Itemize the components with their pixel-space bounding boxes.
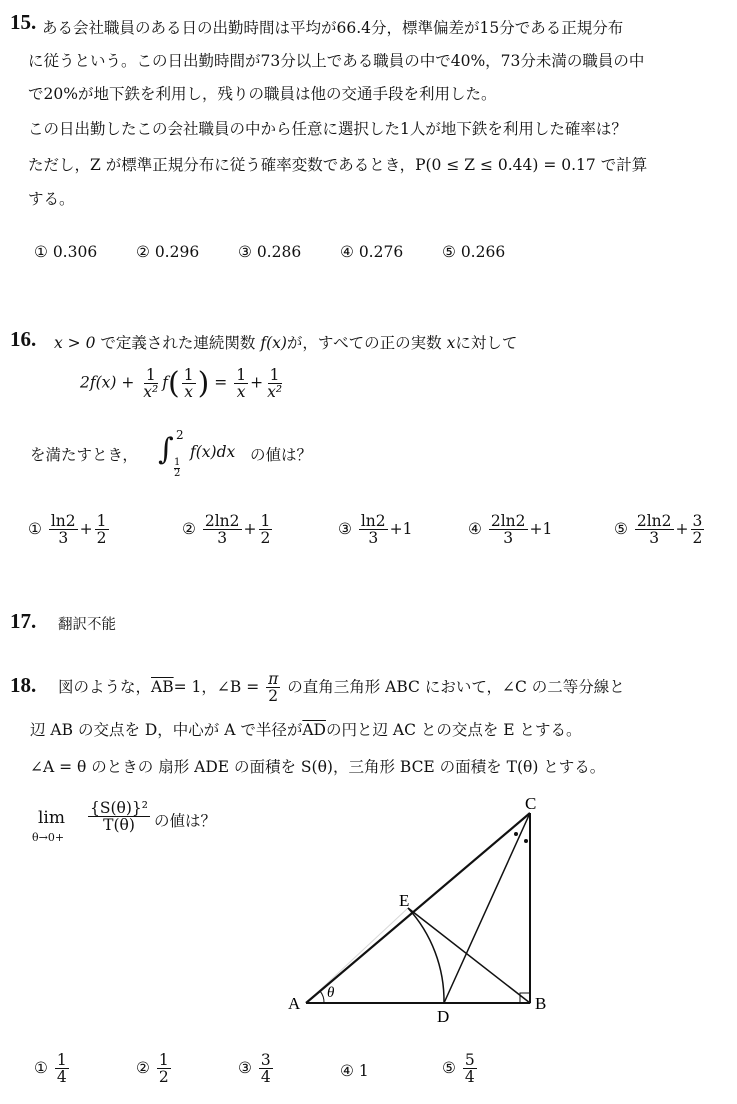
q16-int-lower: 1 2: [174, 457, 181, 479]
q15-choice-4[interactable]: ④ 0.276: [340, 243, 404, 261]
q18-lim-tail: の値は？: [154, 812, 217, 830]
q18-choice-2[interactable]: ② $\frac{1}{2}$: [136, 1051, 169, 1087]
q16-eq-left: 2f(x) +: [80, 373, 135, 392]
q16-eq-frac-1: $\frac{1}{\text{x²}}$: [143, 365, 159, 401]
label-e: E: [399, 891, 410, 910]
q15-line-4: この日出勤したこの会社職員の中から任意に選択した1人が地下鉄を利用した確率は？: [28, 120, 627, 138]
q17-text: 翻訳不能: [58, 617, 116, 633]
angle-mark-dot-icon: [524, 839, 528, 843]
q16-eq-f: f: [162, 373, 169, 392]
integral-sign-icon: ∫: [158, 432, 174, 467]
q18-segment-ab: $\overline{AB}$: [151, 677, 174, 696]
label-c: C: [525, 794, 537, 813]
q16-intro: [54, 331, 517, 353]
q16-choice-2[interactable]: ② $\frac{2\ln 2}{3}$ + $\frac{1}{2}$: [182, 512, 271, 548]
q16-eq-plus: +: [250, 373, 264, 392]
q15-choice-2[interactable]: ② 0.296: [136, 243, 200, 261]
q16-choice-4[interactable]: ④ $\frac{2\ln 2}{3}$ +1: [468, 512, 553, 548]
label-d: D: [437, 1007, 450, 1026]
q18-choice-3[interactable]: ③ $\frac{3}{4}$: [238, 1051, 271, 1087]
q16-int-upper: 2: [176, 428, 184, 442]
q15-choice-1[interactable]: ① 0.306: [34, 243, 98, 261]
q15-line-6: する。: [28, 190, 75, 208]
q18-lim: lim: [38, 808, 65, 828]
q16-choice-3[interactable]: ③ $\frac{\ln 2}{3}$ +1: [338, 512, 413, 548]
q18-lim-sub: θ→0+: [32, 831, 65, 844]
q18-limit-expression: [30, 800, 250, 850]
q18-triangle-figure: [280, 790, 560, 1030]
q16-eq-frac-2: $\frac{1}{x}$: [183, 365, 194, 401]
label-b: B: [535, 994, 547, 1013]
q18-choice-5[interactable]: ⑤ $\frac{5}{4}$: [442, 1051, 475, 1087]
q15-line-5: ただし，Z が標準正規分布に従う確率変数であるとき，P(0 ≤ Z ≤ 0.44) = 0.17 で計算: [28, 156, 648, 174]
q16-intro-text-3: に対して: [455, 334, 518, 352]
q15-number: 15.: [10, 10, 37, 34]
q16-number: 16.: [10, 327, 37, 351]
q16-eq-equals: =: [214, 373, 228, 392]
q18-segment-ad: $\overline{AD}$: [302, 721, 326, 739]
q17-number: 17.: [10, 609, 37, 633]
q18-line-2: 辺 AB の交点を D，中心が A で半径が$\overline{AD}$の円と辺 AC との交点を E とする。: [30, 721, 582, 739]
q16-intro-var: x: [446, 334, 456, 352]
q18-lim-frac: $\frac{\text{\{S(θ)\}²}}{T(\theta)}$: [90, 799, 148, 835]
q16-eq-frac-4: $\frac{1}{\text{x²}}$: [267, 365, 283, 401]
q18-number: 18.: [10, 673, 37, 697]
q15-line-3: で20%が地下鉄を利用し，残りの職員は他の交通手段を利用した。: [28, 85, 497, 103]
q16-int-body: f(x)dx: [190, 443, 236, 461]
q16-condition-text: を満たすとき，: [30, 446, 138, 464]
q16-intro-text-2: が，すべての正の実数: [286, 334, 442, 352]
q16-choice-1[interactable]: ① $\frac{\ln 2}{3}$ + $\frac{1}{2}$: [28, 512, 107, 548]
label-theta: θ: [327, 985, 335, 1001]
q18-line-3: ∠A = θ のときの 扇形 ADE の面積を S(θ)，三角形 BCE の面積を T(θ) とする。: [30, 758, 606, 776]
q16-choice-5[interactable]: ⑤ $\frac{2\ln 2}{3}$ + $\frac{3}{2}$: [614, 512, 703, 548]
q18-choice-4[interactable]: ④ 1: [340, 1062, 369, 1080]
q16-intro-text-1: で定義された連続関数: [100, 334, 256, 352]
q16-integral: [158, 428, 248, 486]
q18-line-1: 図のような，$\overline{AB}= 1$，∠B = $\frac{\pi}{2}$ の直角三角形 ABC において，∠C の二等分線と: [58, 670, 625, 706]
q16-equation: 2f(x) + $\frac{1}{\text{x²}}$ f( $\frac{1}{x}$ ) = $\frac{1}{x}$ + $\frac{1}{\text{x²}}$: [80, 365, 283, 401]
q16-eq-frac-3: $\frac{1}{x}$: [236, 365, 247, 401]
label-a: A: [288, 994, 301, 1013]
q15-choice-5[interactable]: ⑤ 0.266: [442, 243, 506, 261]
q16-intro-func: f(x): [260, 334, 287, 352]
q18-choice-1[interactable]: ① $\frac{1}{4}$: [34, 1051, 67, 1087]
q18-angle-frac: $\frac{\pi}{2}$: [268, 670, 279, 706]
q16-condition-tail: の値は？: [250, 446, 313, 464]
q15-choice-3[interactable]: ③ 0.286: [238, 243, 302, 261]
q16-intro-domain: x > 0: [54, 334, 96, 352]
q15-line-1: ある会社職員のある日の出勤時間は平均が66.4分，標準偏差が15分である正規分布: [42, 19, 624, 37]
q15-line-2: に従うという。この日出勤時間が73分以上である職員の中で40%，73分未満の職員の中: [28, 52, 645, 70]
angle-mark-dot-icon: [514, 832, 518, 836]
